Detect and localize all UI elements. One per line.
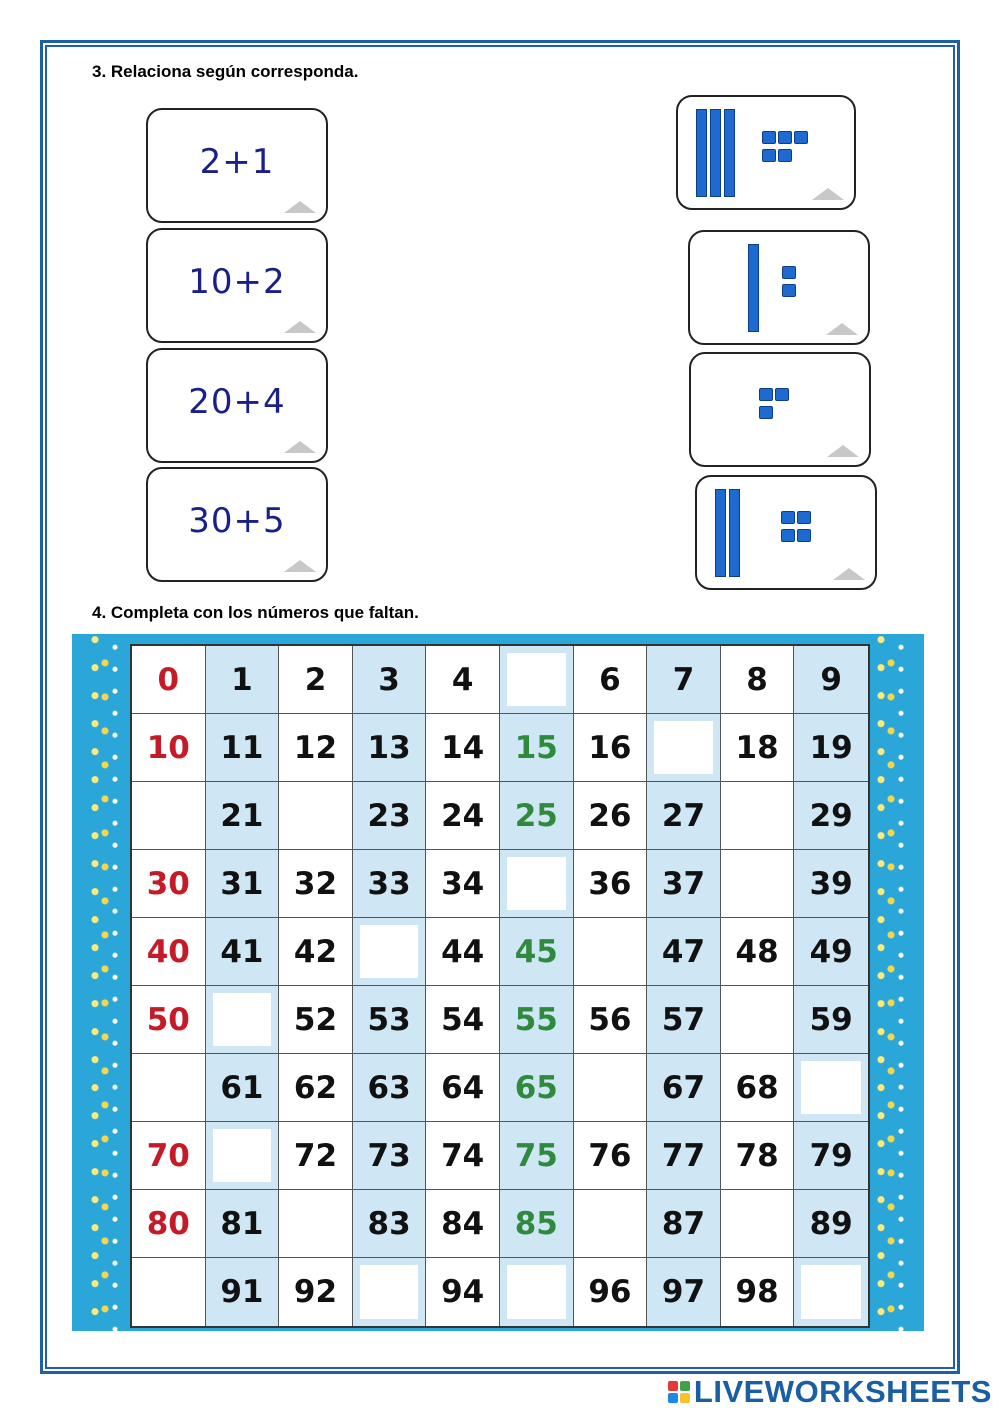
number-cell: 64 [426, 1054, 500, 1122]
question-3-title: 3. Relaciona según corresponda. [92, 62, 359, 81]
number-cell: 96 [574, 1258, 648, 1326]
number-cell: 14 [426, 714, 500, 782]
number-cell: 94 [426, 1258, 500, 1326]
blank-number-input[interactable] [721, 1190, 795, 1258]
corner-triangle-icon [284, 201, 316, 213]
blank-number-input[interactable] [279, 1190, 353, 1258]
number-cell: 15 [500, 714, 574, 782]
hundred-chart [72, 634, 924, 1331]
expression-card-1[interactable] [146, 108, 328, 223]
tens-rod [724, 109, 735, 197]
number-cell: 92 [279, 1258, 353, 1326]
tens-rod [710, 109, 721, 197]
number-cell: 9 [794, 646, 868, 714]
blank-number-input[interactable] [574, 1190, 648, 1258]
blank-box[interactable] [581, 925, 640, 978]
expression-text: 30+5 [188, 501, 286, 541]
number-cell: 27 [647, 782, 721, 850]
number-cell: 52 [279, 986, 353, 1054]
number-cell: 33 [353, 850, 427, 918]
number-cell: 91 [206, 1258, 280, 1326]
blank-box[interactable] [213, 1129, 272, 1182]
star-garland-right [866, 634, 916, 1331]
corner-triangle-icon [284, 321, 316, 333]
number-cell: 63 [353, 1054, 427, 1122]
blank-box[interactable] [507, 1265, 566, 1319]
unit-cube [762, 149, 776, 162]
number-cell: 89 [794, 1190, 868, 1258]
number-cell: 32 [279, 850, 353, 918]
number-cell: 4 [426, 646, 500, 714]
blank-box[interactable] [581, 1061, 640, 1114]
number-cell: 23 [353, 782, 427, 850]
number-cell: 47 [647, 918, 721, 986]
expression-text: 2+1 [199, 142, 275, 182]
number-cell: 78 [721, 1122, 795, 1190]
number-cell: 1 [206, 646, 280, 714]
number-cell: 84 [426, 1190, 500, 1258]
number-cell: 11 [206, 714, 280, 782]
number-cell: 83 [353, 1190, 427, 1258]
number-cell: 74 [426, 1122, 500, 1190]
unit-cube [775, 388, 789, 401]
blank-number-input[interactable] [132, 1258, 206, 1326]
number-cell: 26 [574, 782, 648, 850]
expression-card-3[interactable] [146, 348, 328, 463]
number-cell: 44 [426, 918, 500, 986]
blank-number-input[interactable] [500, 1258, 574, 1326]
number-cell: 8 [721, 646, 795, 714]
blank-box[interactable] [507, 653, 566, 706]
blank-number-input[interactable] [500, 646, 574, 714]
number-cell: 97 [647, 1258, 721, 1326]
number-cell: 85 [500, 1190, 574, 1258]
blank-number-input[interactable] [721, 986, 795, 1054]
blank-box[interactable] [728, 993, 787, 1046]
number-cell: 48 [721, 918, 795, 986]
base-ten-card-3[interactable] [689, 352, 871, 467]
number-cell: 30 [132, 850, 206, 918]
unit-cube [778, 149, 792, 162]
star-garland-left [80, 634, 130, 1331]
number-cell: 2 [279, 646, 353, 714]
blank-box[interactable] [360, 925, 419, 978]
number-cell: 0 [132, 646, 206, 714]
unit-cube [797, 529, 811, 542]
unit-cube [797, 511, 811, 524]
corner-triangle-icon [812, 188, 844, 200]
blank-box[interactable] [139, 1061, 198, 1114]
number-cell: 10 [132, 714, 206, 782]
corner-triangle-icon [827, 445, 859, 457]
unit-cube [781, 529, 795, 542]
blank-box[interactable] [139, 1265, 198, 1319]
number-cell: 65 [500, 1054, 574, 1122]
number-cell: 31 [206, 850, 280, 918]
number-cell: 40 [132, 918, 206, 986]
blank-box[interactable] [801, 1265, 861, 1319]
blank-number-input[interactable] [279, 782, 353, 850]
tens-rod [696, 109, 707, 197]
number-cell: 61 [206, 1054, 280, 1122]
number-cell: 39 [794, 850, 868, 918]
number-cell: 56 [574, 986, 648, 1054]
number-cell: 75 [500, 1122, 574, 1190]
number-cell: 55 [500, 986, 574, 1054]
number-cell: 73 [353, 1122, 427, 1190]
base-ten-card-2[interactable] [688, 230, 870, 345]
number-cell: 67 [647, 1054, 721, 1122]
unit-cube [762, 131, 776, 144]
base-ten-card-1[interactable] [676, 95, 856, 210]
blank-box[interactable] [728, 857, 787, 910]
number-cell: 37 [647, 850, 721, 918]
number-cell: 81 [206, 1190, 280, 1258]
tens-rod [729, 489, 740, 577]
blank-number-input[interactable] [721, 850, 795, 918]
blank-number-input[interactable] [353, 1258, 427, 1326]
number-cell: 42 [279, 918, 353, 986]
blank-number-input[interactable] [353, 918, 427, 986]
blank-number-input[interactable] [132, 1054, 206, 1122]
blank-number-input[interactable] [132, 782, 206, 850]
unit-cube [778, 131, 792, 144]
blank-box[interactable] [728, 789, 787, 842]
hundred-grid [130, 644, 870, 1328]
unit-cube [781, 511, 795, 524]
unit-cube [759, 406, 773, 419]
number-cell: 25 [500, 782, 574, 850]
blank-box[interactable] [139, 789, 198, 842]
blank-box[interactable] [801, 1061, 861, 1114]
liveworksheets-logo [668, 1374, 992, 1410]
blank-box[interactable] [213, 993, 272, 1046]
blank-box[interactable] [581, 1197, 640, 1250]
blank-number-input[interactable] [794, 1258, 868, 1326]
tens-rod [715, 489, 726, 577]
number-cell: 19 [794, 714, 868, 782]
blank-box[interactable] [507, 857, 566, 910]
blank-box[interactable] [360, 1265, 419, 1319]
number-cell: 3 [353, 646, 427, 714]
blank-number-input[interactable] [647, 714, 721, 782]
number-cell: 34 [426, 850, 500, 918]
unit-cube [759, 388, 773, 401]
blank-box[interactable] [728, 1197, 787, 1250]
blank-number-input[interactable] [794, 1054, 868, 1122]
number-cell: 29 [794, 782, 868, 850]
number-cell: 18 [721, 714, 795, 782]
number-cell: 45 [500, 918, 574, 986]
number-cell: 98 [721, 1258, 795, 1326]
number-cell: 21 [206, 782, 280, 850]
number-cell: 87 [647, 1190, 721, 1258]
number-cell: 77 [647, 1122, 721, 1190]
number-cell: 53 [353, 986, 427, 1054]
brand-text: LIVEWORKSHEETS [693, 1374, 992, 1409]
tens-rod [748, 244, 759, 332]
blank-box[interactable] [286, 1197, 345, 1250]
number-cell: 54 [426, 986, 500, 1054]
number-cell: 24 [426, 782, 500, 850]
number-cell: 62 [279, 1054, 353, 1122]
base-ten-card-4[interactable] [695, 475, 877, 590]
number-cell: 70 [132, 1122, 206, 1190]
blank-number-input[interactable] [500, 850, 574, 918]
blank-number-input[interactable] [721, 782, 795, 850]
number-cell: 57 [647, 986, 721, 1054]
number-cell: 49 [794, 918, 868, 986]
blank-number-input[interactable] [206, 1122, 280, 1190]
number-cell: 41 [206, 918, 280, 986]
unit-cube [782, 284, 796, 297]
question-4-title: 4. Completa con los números que faltan. [92, 603, 419, 622]
expression-card-2[interactable] [146, 228, 328, 343]
number-cell: 68 [721, 1054, 795, 1122]
number-cell: 59 [794, 986, 868, 1054]
number-cell: 72 [279, 1122, 353, 1190]
blank-number-input[interactable] [206, 986, 280, 1054]
expression-card-4[interactable] [146, 467, 328, 582]
number-cell: 50 [132, 986, 206, 1054]
blank-number-input[interactable] [574, 1054, 648, 1122]
number-cell: 79 [794, 1122, 868, 1190]
number-cell: 80 [132, 1190, 206, 1258]
corner-triangle-icon [284, 441, 316, 453]
number-cell: 6 [574, 646, 648, 714]
expression-text: 10+2 [188, 262, 286, 302]
blank-box[interactable] [654, 721, 713, 774]
number-cell: 36 [574, 850, 648, 918]
number-cell: 13 [353, 714, 427, 782]
corner-triangle-icon [826, 323, 858, 335]
number-cell: 76 [574, 1122, 648, 1190]
number-cell: 12 [279, 714, 353, 782]
liveworksheets-icon [668, 1381, 690, 1403]
blank-box[interactable] [286, 789, 345, 842]
corner-triangle-icon [833, 568, 865, 580]
unit-cube [794, 131, 808, 144]
blank-number-input[interactable] [574, 918, 648, 986]
number-cell: 16 [574, 714, 648, 782]
number-cell: 7 [647, 646, 721, 714]
expression-text: 20+4 [188, 382, 286, 422]
unit-cube [782, 266, 796, 279]
corner-triangle-icon [284, 560, 316, 572]
